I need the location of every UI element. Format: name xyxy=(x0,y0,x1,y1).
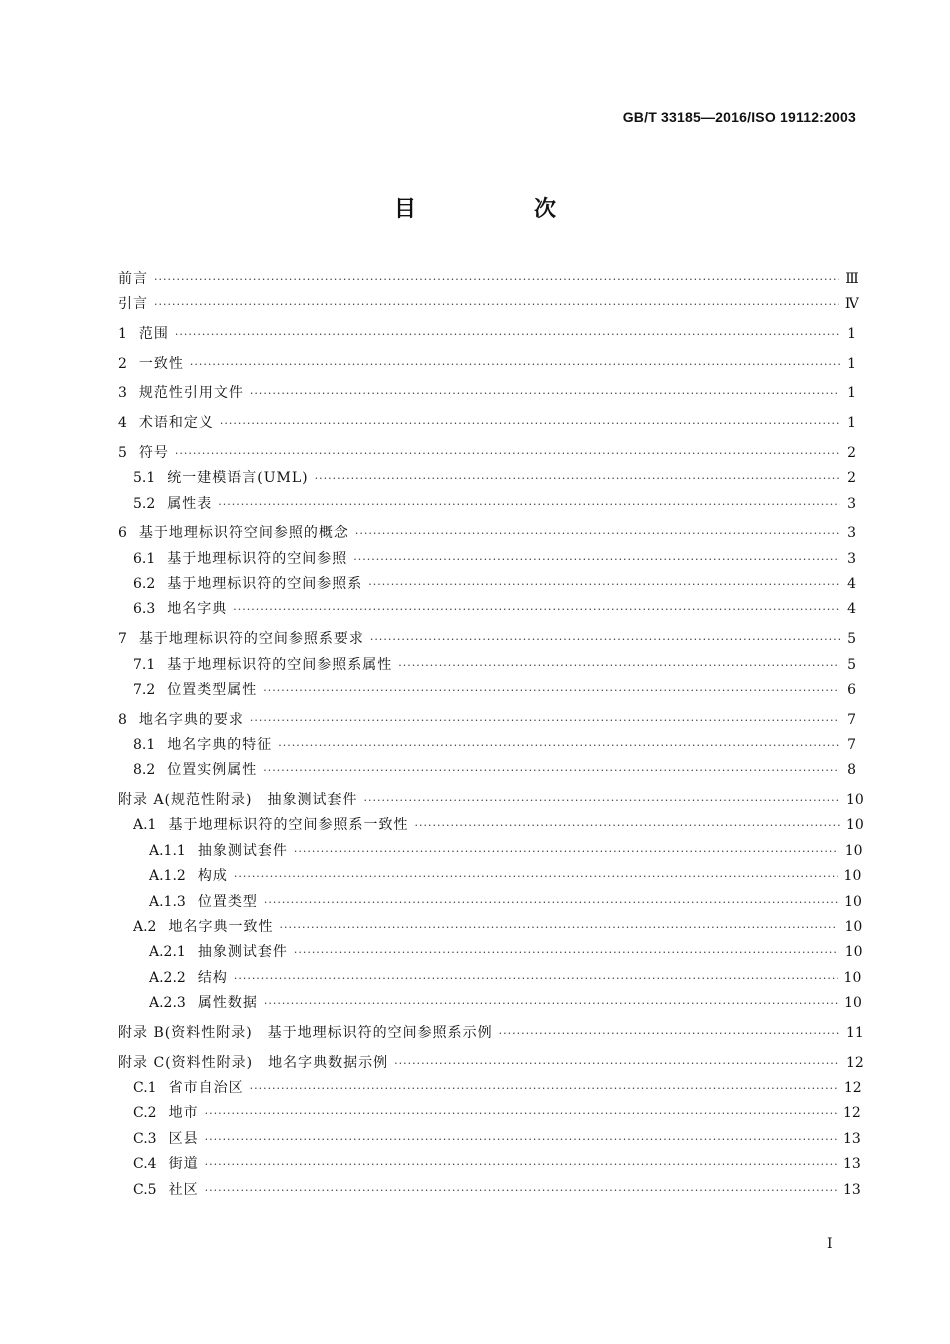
toc-leader-dots xyxy=(363,794,840,807)
toc-entry[interactable] xyxy=(118,382,856,407)
toc-entry[interactable] xyxy=(118,992,862,1017)
toc-entry[interactable] xyxy=(118,1052,864,1077)
toc-entry-title: 范围 xyxy=(138,326,169,343)
toc-entry[interactable] xyxy=(118,353,856,378)
toc-entry-number: A.2.3 xyxy=(149,995,186,1012)
toc-entry-title: 引言 xyxy=(118,296,148,313)
toc-leader-dots xyxy=(234,870,838,883)
toc-entry-number: C.5 xyxy=(133,1181,157,1198)
toc-entry[interactable] xyxy=(118,493,856,518)
toc-entry-number: C.2 xyxy=(133,1105,157,1122)
toc-entry-title: 地名字典一致性 xyxy=(168,919,274,936)
toc-entry[interactable] xyxy=(118,1102,861,1127)
toc-entry-page: Ⅲ xyxy=(845,271,859,287)
toc-entry[interactable] xyxy=(118,442,856,467)
toc-entry-number: 7 xyxy=(118,631,127,648)
toc-entry-title: 地名字典 xyxy=(167,601,228,618)
toc-entry-title: 抽象测试套件 xyxy=(197,842,288,859)
toc-entry-number: A.1.1 xyxy=(149,842,186,859)
toc-entry-page: 12 xyxy=(843,1079,862,1096)
toc-entry-page: 12 xyxy=(842,1105,861,1122)
toc-entry-page: 8 xyxy=(847,762,856,779)
toc-entry-page: 5 xyxy=(847,631,856,648)
toc-entry-page: 1 xyxy=(847,385,856,402)
toc-entry-number: 7.1 xyxy=(133,656,156,673)
toc-entry-title: 附录 C(资料性附录) 地名字典数据示例 xyxy=(118,1054,389,1071)
toc-leader-dots xyxy=(154,273,839,286)
toc-leader-dots xyxy=(264,896,838,909)
toc-entry-page: 4 xyxy=(847,576,856,593)
toc-leader-dots xyxy=(175,447,840,460)
toc-entry-title: 构成 xyxy=(197,868,228,885)
toc-entry[interactable] xyxy=(118,548,856,573)
toc-entry-title: 术语和定义 xyxy=(138,415,214,432)
toc-entry-number: A.2 xyxy=(133,919,157,936)
toc-leader-dots xyxy=(414,819,840,832)
toc-entry[interactable] xyxy=(118,814,864,839)
toc-entry-page: 13 xyxy=(842,1130,861,1147)
toc-entry-page: 10 xyxy=(843,868,862,885)
toc-entry[interactable] xyxy=(118,679,856,704)
toc-leader-dots xyxy=(355,527,840,540)
toc-entry[interactable] xyxy=(118,628,856,653)
toc-entry-page: 3 xyxy=(847,525,856,542)
toc-entry-page: 10 xyxy=(844,944,863,961)
toc-entry[interactable] xyxy=(118,293,859,318)
toc-entry[interactable] xyxy=(118,734,856,759)
toc-leader-dots xyxy=(205,1158,837,1171)
toc-leader-dots xyxy=(353,553,840,566)
toc-entry-title: 基于地理标识符的空间参照系要求 xyxy=(138,631,364,648)
toc-entry[interactable] xyxy=(118,522,856,547)
toc-entry[interactable] xyxy=(118,573,856,598)
toc-entry-page: 1 xyxy=(847,415,856,432)
toc-leader-dots xyxy=(250,1082,838,1095)
toc-entry[interactable] xyxy=(118,941,863,966)
toc-entry-page: 3 xyxy=(847,495,856,512)
toc-entry-number: 6 xyxy=(118,525,127,542)
toc-entry-title: 地名字典的特征 xyxy=(167,737,273,754)
toc-leader-dots xyxy=(263,684,840,697)
toc-entry[interactable] xyxy=(118,1077,862,1102)
toc-leader-dots xyxy=(233,603,840,616)
toc-leader-dots xyxy=(205,1107,837,1120)
toc-entry[interactable] xyxy=(118,1022,864,1047)
toc-entry-number: C.3 xyxy=(133,1130,157,1147)
toc-entry-title: 属性数据 xyxy=(197,995,258,1012)
toc-entry-number: 5 xyxy=(118,444,127,461)
toc-entry-number: 6.3 xyxy=(133,601,156,618)
toc-entry-number: 6.1 xyxy=(133,550,156,567)
toc-leader-dots xyxy=(398,659,840,672)
toc-entry-page: Ⅳ xyxy=(844,296,859,313)
toc-entry-page: 10 xyxy=(846,817,864,834)
toc-leader-dots xyxy=(250,714,840,727)
toc-leader-dots xyxy=(218,498,840,511)
toc-entry[interactable] xyxy=(118,467,856,492)
toc-leader-dots xyxy=(205,1184,837,1197)
toc-entry-number: A.1.2 xyxy=(149,868,186,885)
toc-entry-title: 一致性 xyxy=(138,355,184,372)
toc-entry[interactable] xyxy=(118,412,856,437)
toc-entry-page: 7 xyxy=(847,737,856,754)
toc-entry[interactable] xyxy=(118,268,859,293)
toc-leader-dots xyxy=(294,845,839,858)
toc-entry-page: 1 xyxy=(847,355,856,372)
toc-entry-page: 1 xyxy=(847,326,856,343)
toc-leader-dots xyxy=(234,972,838,985)
page-title: 目 次 xyxy=(393,197,604,222)
toc-entry[interactable] xyxy=(118,709,856,734)
toc-entry-number: 2 xyxy=(118,355,127,372)
toc-entry-title: 结构 xyxy=(197,969,228,986)
toc-entry-page: 11 xyxy=(846,1024,864,1041)
toc-entry-number: 4 xyxy=(118,415,127,432)
toc-entry-page: 4 xyxy=(847,601,856,618)
toc-entry-page: 10 xyxy=(844,893,862,910)
toc-leader-dots xyxy=(263,764,840,777)
toc-entry-page: 5 xyxy=(847,656,856,673)
toc-leader-dots xyxy=(220,417,840,430)
toc-entry[interactable] xyxy=(118,598,856,623)
toc-entry[interactable] xyxy=(118,789,864,814)
standard-code: GB/T 33185—2016/ISO 19112:2003 xyxy=(622,109,856,125)
toc-leader-dots xyxy=(370,633,840,646)
toc-entry[interactable] xyxy=(118,865,862,890)
toc-entry-title: 前言 xyxy=(118,271,148,287)
toc-entry-page: 13 xyxy=(842,1156,861,1173)
toc-entry-title: 位置类型 xyxy=(197,893,258,910)
toc-entry-title: 基于地理标识符的空间参照 xyxy=(167,550,348,567)
toc-entry[interactable] xyxy=(118,323,856,348)
toc-leader-dots xyxy=(278,739,840,752)
toc-entry-title: 属性表 xyxy=(167,495,213,512)
toc-leader-dots xyxy=(250,387,840,400)
toc-entry-title: 位置实例属性 xyxy=(167,762,258,779)
toc-entry-page: 10 xyxy=(844,919,863,936)
toc-entry-title: 社区 xyxy=(168,1181,199,1198)
toc-entry-number: 8 xyxy=(118,711,127,728)
toc-entry-page: 13 xyxy=(842,1181,861,1198)
toc-leader-dots xyxy=(264,997,838,1010)
toc-leader-dots xyxy=(279,921,838,934)
toc-entry[interactable] xyxy=(118,1179,861,1204)
toc-leader-dots xyxy=(205,1133,837,1146)
toc-leader-dots xyxy=(368,578,840,591)
toc-entry-title: 省市自治区 xyxy=(168,1079,244,1096)
toc-entry-page: 10 xyxy=(844,995,862,1012)
toc-entry-page: 10 xyxy=(844,842,863,859)
toc-leader-dots xyxy=(154,298,839,311)
toc-entry-title: 统一建模语言(UML) xyxy=(167,470,309,487)
toc-entry-page: 7 xyxy=(847,711,856,728)
toc-leader-dots xyxy=(315,472,840,485)
toc-entry-number: 7.2 xyxy=(133,681,156,698)
toc-entry-number: A.2.2 xyxy=(149,969,186,986)
toc-entry-page: 10 xyxy=(846,792,864,809)
toc-entry-number: 8.1 xyxy=(133,737,156,754)
toc-leader-dots xyxy=(294,946,839,959)
toc-entry[interactable] xyxy=(118,1153,861,1178)
toc-entry-page: 2 xyxy=(847,444,856,461)
toc-entry[interactable] xyxy=(118,967,862,992)
table-of-contents xyxy=(118,268,864,1204)
toc-entry-page: 6 xyxy=(847,681,856,698)
toc-entry[interactable] xyxy=(118,759,856,784)
toc-entry-number: 6.2 xyxy=(133,576,156,593)
toc-entry-number: 3 xyxy=(118,385,127,402)
toc-entry[interactable] xyxy=(118,840,863,865)
page-number: I xyxy=(827,1236,833,1252)
toc-entry-number: 5.1 xyxy=(133,470,156,487)
toc-leader-dots xyxy=(190,358,840,371)
toc-entry-page: 2 xyxy=(847,470,856,487)
toc-entry-title: 基于地理标识符的空间参照系一致性 xyxy=(168,817,409,834)
toc-entry-title: 规范性引用文件 xyxy=(138,385,244,402)
toc-entry-title: 附录 A(规范性附录) 抽象测试套件 xyxy=(118,792,358,809)
toc-entry-number: A.2.1 xyxy=(149,944,186,961)
toc-entry[interactable] xyxy=(118,916,863,941)
toc-entry-number: A.1 xyxy=(133,817,157,834)
toc-entry-title: 基于地理标识符空间参照的概念 xyxy=(138,525,349,542)
toc-entry-number: 5.2 xyxy=(133,495,156,512)
toc-entry-page: 3 xyxy=(847,550,856,567)
toc-entry-title: 区县 xyxy=(168,1130,199,1147)
toc-entry-number: 8.2 xyxy=(133,762,156,779)
toc-entry-title: 地名字典的要求 xyxy=(138,711,244,728)
toc-entry-title: 基于地理标识符的空间参照系属性 xyxy=(167,656,393,673)
toc-entry-title: 基于地理标识符的空间参照系 xyxy=(167,576,363,593)
toc-entry-title: 附录 B(资料性附录) 基于地理标识符的空间参照系示例 xyxy=(118,1024,493,1041)
toc-entry-page: 10 xyxy=(843,969,862,986)
toc-entry-title: 地市 xyxy=(168,1105,199,1122)
toc-leader-dots xyxy=(175,328,840,341)
toc-entry-page: 12 xyxy=(846,1054,864,1071)
toc-entry[interactable] xyxy=(118,891,862,916)
toc-entry[interactable] xyxy=(118,654,856,679)
toc-entry-number: 1 xyxy=(118,326,127,343)
toc-entry[interactable] xyxy=(118,1128,861,1153)
toc-entry-number: A.1.3 xyxy=(149,893,186,910)
toc-entry-number: C.1 xyxy=(133,1079,157,1096)
toc-entry-title: 抽象测试套件 xyxy=(197,944,288,961)
toc-entry-number: C.4 xyxy=(133,1156,157,1173)
toc-leader-dots xyxy=(499,1027,840,1040)
toc-entry-title: 街道 xyxy=(168,1156,199,1173)
toc-leader-dots xyxy=(394,1057,840,1070)
toc-entry-title: 符号 xyxy=(138,444,169,461)
toc-entry-title: 位置类型属性 xyxy=(167,681,258,698)
